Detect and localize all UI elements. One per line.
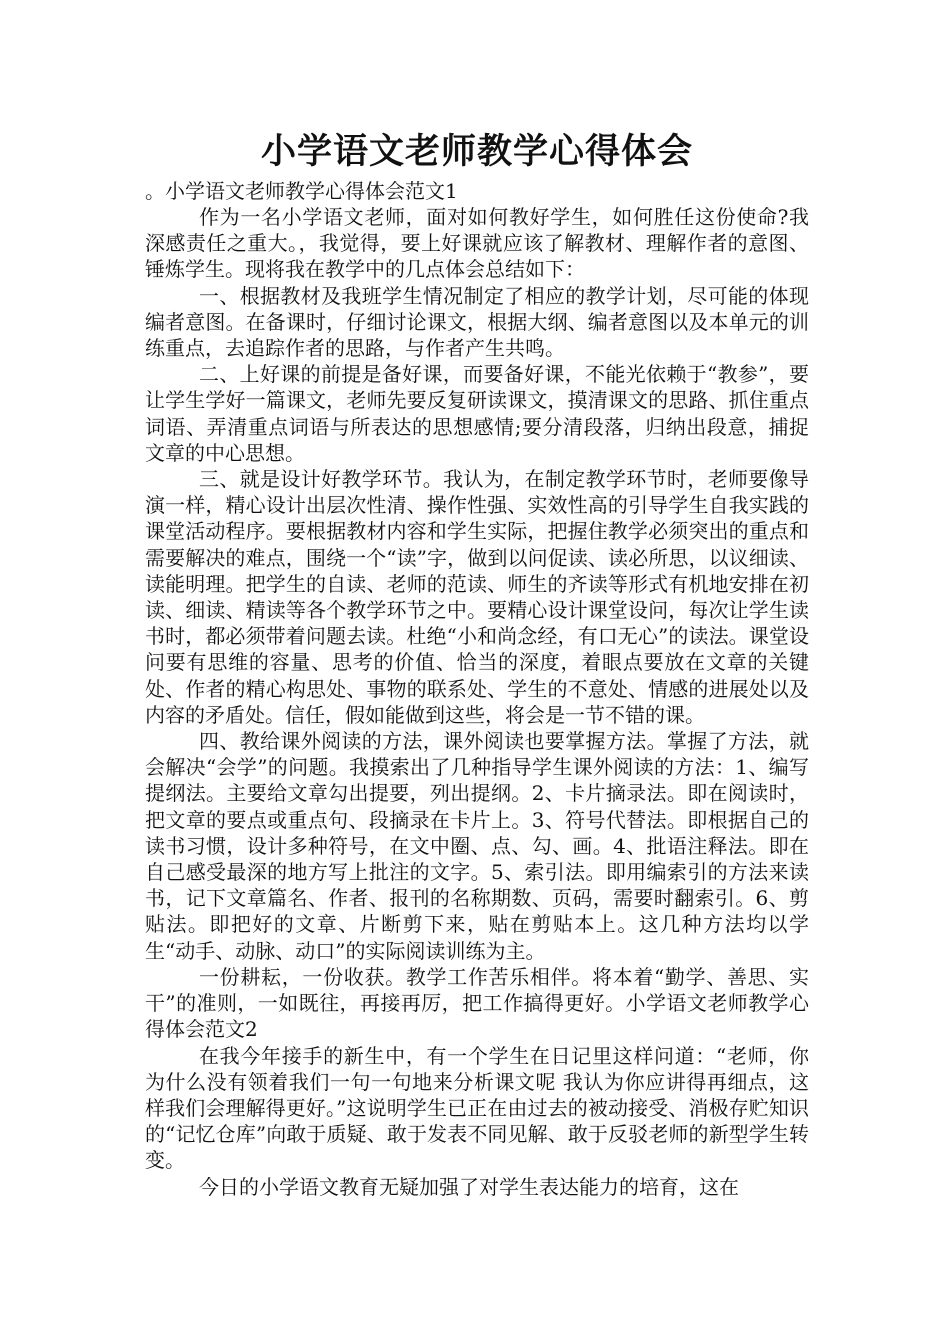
paragraph-3: 二、上好课的前提是备好课，而要备好课，不能光依赖于“教参”，要让学生学好一篇课文，老师先要反复研读课文，摸清课文的思路、抓住重点词语、弄清重点词语与所表达的思想感情;要分清段落，归纳出段意，捕捉文章的中心思想。: [145, 362, 809, 465]
paragraph-4: 三、就是设计好教学环节。我认为，在制定教学环节时，老师要像导演一样，精心设计出层次性清、操作性强、实效性高的引导学生自我实践的课堂活动程序。要根据教材内容和学生实际，把握住教学必须突出的重点和需要解决的难点，围绕一个“读”字，做到以问促读、读必所思，以议细读、读能明理。把学生的自读、老师的范读、师生的齐读等形式有机地安排在初读、细读、精读等各个教学环节之中。要精心设计课堂设问，每次让学生读书时，都必须带着问题去读。杜绝“小和尚念经，有口无心”的读法。课堂设问要有思维的容量、思考的价值、恰当的深度，着眼点要放在文章的关键处、作者的精心构思处、事物的联系处、学生的不意处、情感的进展处以及内容的矛盾处。信任，假如能做到这些，将会是一节不错的课。: [145, 467, 809, 727]
paragraph-1: 作为一名小学语文老师，面对如何教好学生，如何胜任这份使命?我深感责任之重大。，我觉得，要上好课就应该了解教材、理解作者的意图、锤炼学生。现将我在教学中的几点体会总结如下：: [145, 205, 809, 282]
paragraph-2: 一、根据教材及我班学生情况制定了相应的教学计划，尽可能的体现编者意图。在备课时，仔细讨论课文，根据大纲、编者意图以及本单元的训练重点，去追踪作者的思路，与作者产生共鸣。: [145, 283, 809, 361]
paragraph-6: 一份耕耘，一份收获。教学工作苦乐相伴。将本着“勤学、善思、实干”的准则，一如既往，再接再厉，把工作搞得更好。小学语文老师教学心得体会范文2: [145, 964, 809, 1042]
paragraph-8: 今日的小学语文教育无疑加强了对学生表达能力的培育，这在: [199, 1174, 739, 1199]
paragraph-7: 在我今年接手的新生中，有一个学生在日记里这样问道：“老师，你为什么没有领着我们一句一句地来分析课文呢 我认为你应讲得再细点，这样我们会理解得更好。”这说明学生已正在由过去的被动接受、消极存贮知识的“记忆仓库”向敢于质疑、敢于发表不同见解、敢于反驳老师的新型学生转变。: [145, 1043, 809, 1173]
paragraph-5: 四、教给课外阅读的方法，课外阅读也要掌握方法。掌握了方法，就会解决“会学”的问题。我摸索出了几种指导学生课外阅读的方法：1、编写提纲法。主要给文章勾出提要，列出提纲。2、卡片摘录法。即在阅读时，把文章的要点或重点句、段摘录在卡片上。3、符号代替法。即根据自己的读书习惯，设计多种符号，在文中圈、点、勾、画。4、批语注释法。即在自己感受最深的地方写上批注的文字。5、索引法。即用编索引的方法来读书，记下文章篇名、作者、报刊的名称期数、页码，需要时翻索引。6、剪贴法。即把好的文章、片断剪下来，贴在剪贴本上。这几种方法均以学生“动手、动脉、动口”的实际阅读训练为主。: [145, 729, 809, 963]
document-subtitle: 。小学语文老师教学心得体会范文1: [145, 179, 458, 203]
document-title: 小学语文老师教学心得体会: [260, 131, 693, 172]
document-page: [145, 130, 809, 1200]
